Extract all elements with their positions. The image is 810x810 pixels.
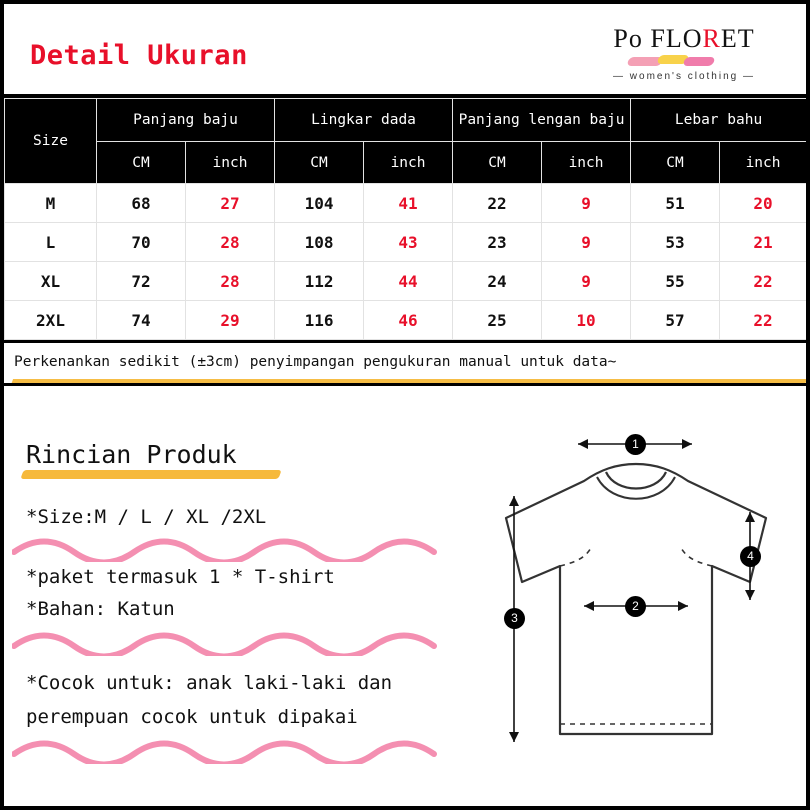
- cell-cm: 22: [453, 184, 542, 223]
- cell-inch: 21: [720, 223, 807, 262]
- cell-inch: 28: [186, 223, 275, 262]
- size-table-wrapper: [4, 98, 806, 340]
- wave-divider-2: [12, 630, 452, 656]
- cell-inch: 22: [720, 262, 807, 301]
- wave-icon: [12, 630, 452, 656]
- row-size-label: XL: [5, 262, 97, 301]
- measurement-note-text: Perkenankan sedikit (±3cm) penyimpangan pengukuran manual untuk data~: [14, 354, 617, 370]
- brand-tagline: — women's clothing —: [613, 71, 755, 82]
- detail-line-suitability-2: perempuan cocok untuk dipakai: [26, 706, 358, 728]
- cell-cm: 25: [453, 301, 542, 340]
- wave-icon: [12, 738, 452, 764]
- detail-line-package: *paket termasuk 1 * T-shirt: [26, 566, 335, 588]
- table-header-unit-0: CM: [97, 142, 186, 184]
- cell-cm: 51: [631, 184, 720, 223]
- cell-inch: 29: [186, 301, 275, 340]
- measure-badge-sleeve: 4: [740, 546, 761, 567]
- table-unit-header-row: [5, 142, 807, 184]
- cell-inch: 9: [542, 223, 631, 262]
- table-header-unit-3: inch: [364, 142, 453, 184]
- details-heading: Rincian Produk: [26, 440, 237, 469]
- tshirt-measurement-diagram: [466, 386, 806, 796]
- table-header-group-3: Lebar bahu: [631, 99, 807, 142]
- table-header-size: Size: [5, 99, 97, 184]
- page-title: Detail Ukuran: [30, 40, 248, 71]
- cell-inch: 44: [364, 262, 453, 301]
- cell-inch: 20: [720, 184, 807, 223]
- product-details-section: [4, 386, 806, 796]
- detail-line-material: *Bahan: Katun: [26, 598, 175, 620]
- cell-cm: 104: [275, 184, 364, 223]
- cell-cm: 24: [453, 262, 542, 301]
- cell-cm: 108: [275, 223, 364, 262]
- table-header-unit-2: CM: [275, 142, 364, 184]
- cell-inch: 9: [542, 184, 631, 223]
- detail-line-suitability-1: *Cocok untuk: anak laki-laki dan: [26, 672, 393, 694]
- wave-divider-3: [12, 738, 452, 764]
- measure-badge-shoulder: 1: [625, 434, 646, 455]
- table-header-unit-7: inch: [720, 142, 807, 184]
- cell-cm: 68: [97, 184, 186, 223]
- wave-divider-1: [12, 536, 452, 562]
- cell-inch: 46: [364, 301, 453, 340]
- table-header-unit-1: inch: [186, 142, 275, 184]
- cell-cm: 74: [97, 301, 186, 340]
- table-header-group-2: Panjang lengan baju: [453, 99, 631, 142]
- brand-name: Po FLORET: [613, 24, 755, 53]
- cell-inch: 22: [720, 301, 807, 340]
- heading-highlight-decoration: [20, 470, 281, 479]
- cell-cm: 57: [631, 301, 720, 340]
- table-header-group-0: Panjang baju: [97, 99, 275, 142]
- table-row: [5, 301, 807, 340]
- table-header-unit-5: inch: [542, 142, 631, 184]
- row-size-label: 2XL: [5, 301, 97, 340]
- cell-inch: 9: [542, 262, 631, 301]
- table-header-unit-6: CM: [631, 142, 720, 184]
- cell-cm: 70: [97, 223, 186, 262]
- measure-badge-length: 3: [504, 608, 525, 629]
- cell-cm: 72: [97, 262, 186, 301]
- cell-cm: 55: [631, 262, 720, 301]
- table-row: [5, 262, 807, 301]
- table-header-unit-4: CM: [453, 142, 542, 184]
- row-size-label: M: [5, 184, 97, 223]
- brand-swoosh-decoration: [584, 55, 784, 69]
- cell-inch: 27: [186, 184, 275, 223]
- table-header-group-1: Lingkar dada: [275, 99, 453, 142]
- cell-inch: 10: [542, 301, 631, 340]
- cell-inch: 43: [364, 223, 453, 262]
- detail-line-size: *Size:M / L / XL /2XL: [26, 506, 267, 528]
- measure-badge-chest: 2: [625, 596, 646, 617]
- wave-icon: [12, 536, 452, 562]
- brand-logo: [584, 24, 784, 82]
- cell-cm: 112: [275, 262, 364, 301]
- table-group-header-row: [5, 99, 807, 142]
- cell-cm: 116: [275, 301, 364, 340]
- header: [4, 4, 806, 98]
- table-row: [5, 223, 807, 262]
- cell-cm: 53: [631, 223, 720, 262]
- table-row: [5, 184, 807, 223]
- note-highlight-decoration: [11, 379, 806, 385]
- row-size-label: L: [5, 223, 97, 262]
- cell-cm: 23: [453, 223, 542, 262]
- measurement-note: [4, 340, 806, 386]
- size-table: [4, 98, 807, 340]
- product-details-text: [4, 386, 474, 796]
- cell-inch: 28: [186, 262, 275, 301]
- cell-inch: 41: [364, 184, 453, 223]
